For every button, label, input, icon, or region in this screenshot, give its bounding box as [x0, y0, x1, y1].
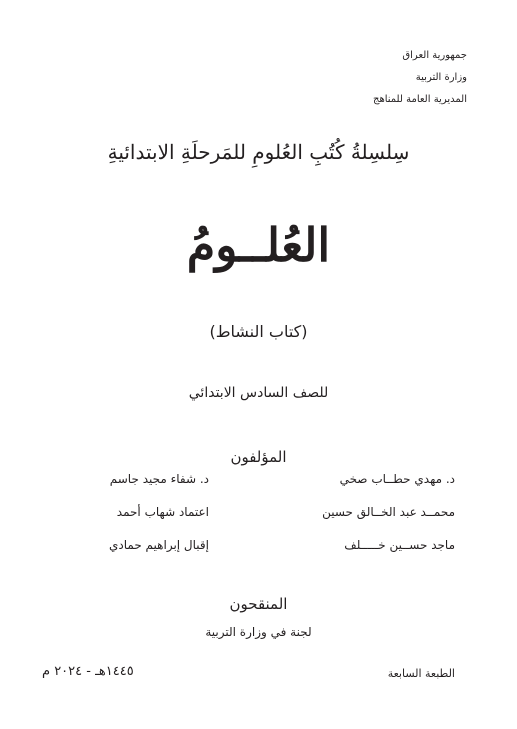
authors-heading: المؤلفون	[230, 448, 287, 466]
reviewers-committee: لجنة في وزارة التربية	[205, 625, 312, 639]
edition-label: الطبعة السابعة	[387, 667, 455, 680]
issuing-authority-header	[267, 45, 467, 111]
author-name: ماجد حســين خـــــلف	[344, 538, 455, 552]
header-line-directorate: المديرية العامة للمناهج	[372, 94, 467, 105]
reviewers-heading: المنقحون	[229, 595, 288, 613]
publication-date: ١٤٤٥هـ - ٢٠٢٤ م	[42, 664, 134, 679]
header-line-ministry: وزارة التربية	[415, 72, 467, 83]
grade-level: للصف السادس الابتدائي	[188, 385, 329, 401]
author-name: اعتماد شهاب أحمد	[116, 505, 209, 519]
author-name: إقبال إبراهيم حمادي	[108, 538, 209, 552]
series-title: سِلسِلةُ كُتُبِ العُلومِ للمَرحلَةِ الابتدائيةِ	[107, 140, 410, 164]
author-name: محمــد عبد الخــالق حسين	[322, 505, 455, 519]
book-title: العُلــومُ	[186, 218, 331, 272]
author-name: د. مهدي حطــاب صخي	[339, 472, 455, 486]
book-subtitle: (كتاب النشاط)	[209, 322, 308, 341]
author-name: د. شفاء مجيد جاسم	[109, 472, 209, 486]
header-line-republic: جمهورية العراق	[402, 50, 467, 61]
